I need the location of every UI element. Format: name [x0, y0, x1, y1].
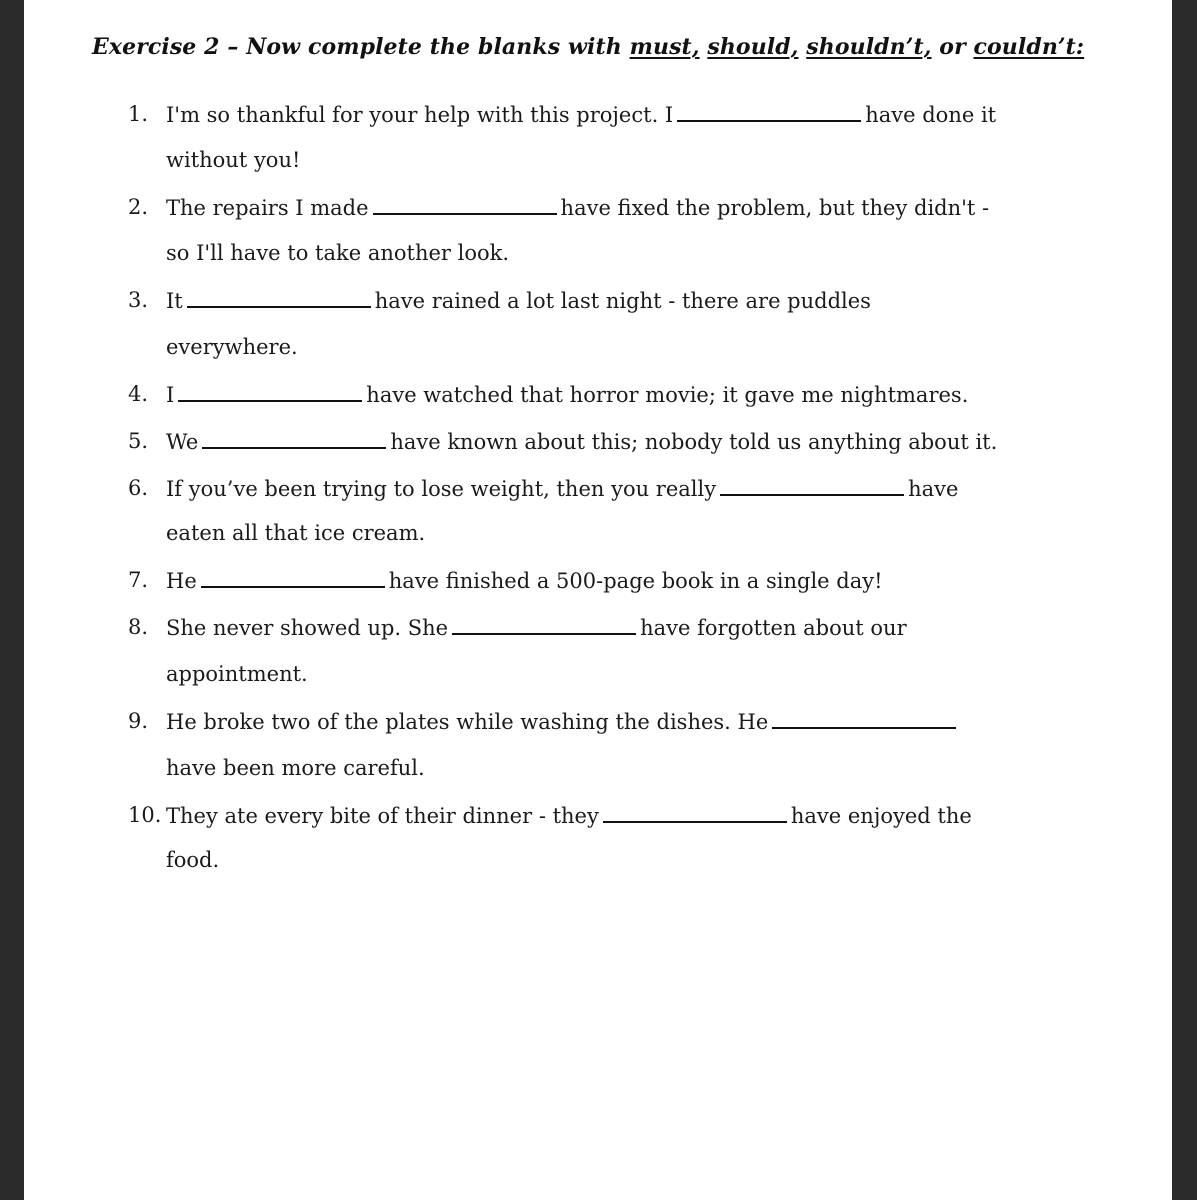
item-text-before: We	[166, 430, 199, 454]
answer-blank[interactable]	[178, 384, 362, 402]
answer-blank[interactable]	[452, 617, 636, 635]
answer-blank[interactable]	[677, 104, 861, 122]
item-text-before: They ate every bite of their dinner - they	[166, 804, 599, 828]
item-number: 4.	[128, 382, 149, 406]
item-text-before: I'm so thankful for your help with this project. I	[166, 103, 674, 127]
item-text-after: have watched that horror movie; it gave me nightmares.	[366, 383, 969, 407]
item-number: 2.	[128, 195, 149, 219]
item-line	[166, 617, 907, 639]
item-text-before: If you’ve been trying to lose weight, then you really	[166, 477, 717, 501]
item-text-before: The repairs I made	[166, 196, 369, 220]
item-text-after: have known about this; nobody told us anything about it.	[390, 430, 998, 454]
word-should: should,	[707, 34, 799, 60]
item-text-before: I	[166, 383, 175, 407]
item-number: 5.	[128, 429, 149, 453]
answer-blank[interactable]	[772, 711, 956, 729]
item-text-before: He broke two of the plates while washing the dishes. He	[166, 710, 769, 734]
answer-blank[interactable]	[201, 570, 385, 588]
item-line	[166, 384, 968, 406]
word-couldnt: couldn’t:	[973, 34, 1085, 60]
item-line	[166, 478, 958, 500]
item-text-after: have enjoyed the	[790, 804, 972, 828]
item-number: 10.	[128, 803, 162, 827]
item-number: 7.	[128, 568, 149, 592]
word-must: must,	[629, 34, 700, 60]
heading-prefix: Exercise 2 – Now complete the blanks with	[92, 34, 630, 60]
item-line	[166, 570, 883, 592]
answer-blank[interactable]	[187, 290, 371, 308]
answer-blank[interactable]	[373, 197, 557, 215]
worksheet-page	[24, 0, 1172, 1200]
item-continuation: have been more careful.	[166, 756, 425, 780]
heading-or: or	[931, 34, 974, 60]
answer-blank[interactable]	[720, 478, 904, 496]
item-text-after: have fixed the problem, but they didn't -	[560, 196, 990, 220]
item-line	[166, 290, 871, 312]
item-number: 3.	[128, 288, 149, 312]
item-continuation: so I'll have to take another look.	[166, 241, 510, 265]
item-text-after: have rained a lot last night - there are puddles	[374, 289, 871, 313]
item-line	[166, 805, 972, 827]
item-line	[166, 197, 989, 219]
answer-blank[interactable]	[202, 431, 386, 449]
word-shouldnt: shouldn’t,	[806, 34, 932, 60]
exercise-heading	[92, 34, 1084, 60]
item-continuation: food.	[166, 848, 220, 872]
item-line	[166, 104, 996, 126]
item-number: 1.	[128, 102, 149, 126]
item-continuation: everywhere.	[166, 335, 298, 359]
item-number: 8.	[128, 615, 149, 639]
item-text-before: It	[166, 289, 183, 313]
item-continuation: appointment.	[166, 662, 308, 686]
item-line	[166, 431, 997, 453]
item-text-after: have finished a 500-page book in a single day!	[388, 569, 883, 593]
item-number: 9.	[128, 709, 149, 733]
item-line	[166, 711, 960, 733]
item-text-before: He	[166, 569, 197, 593]
answer-blank[interactable]	[603, 805, 787, 823]
item-number: 6.	[128, 476, 149, 500]
item-text-after: have	[908, 477, 959, 501]
item-continuation: without you!	[166, 148, 301, 172]
item-text-after: have done it	[865, 103, 997, 127]
item-text-after: have forgotten about our	[640, 616, 907, 640]
item-continuation: eaten all that ice cream.	[166, 521, 426, 545]
item-text-before: She never showed up. She	[166, 616, 449, 640]
